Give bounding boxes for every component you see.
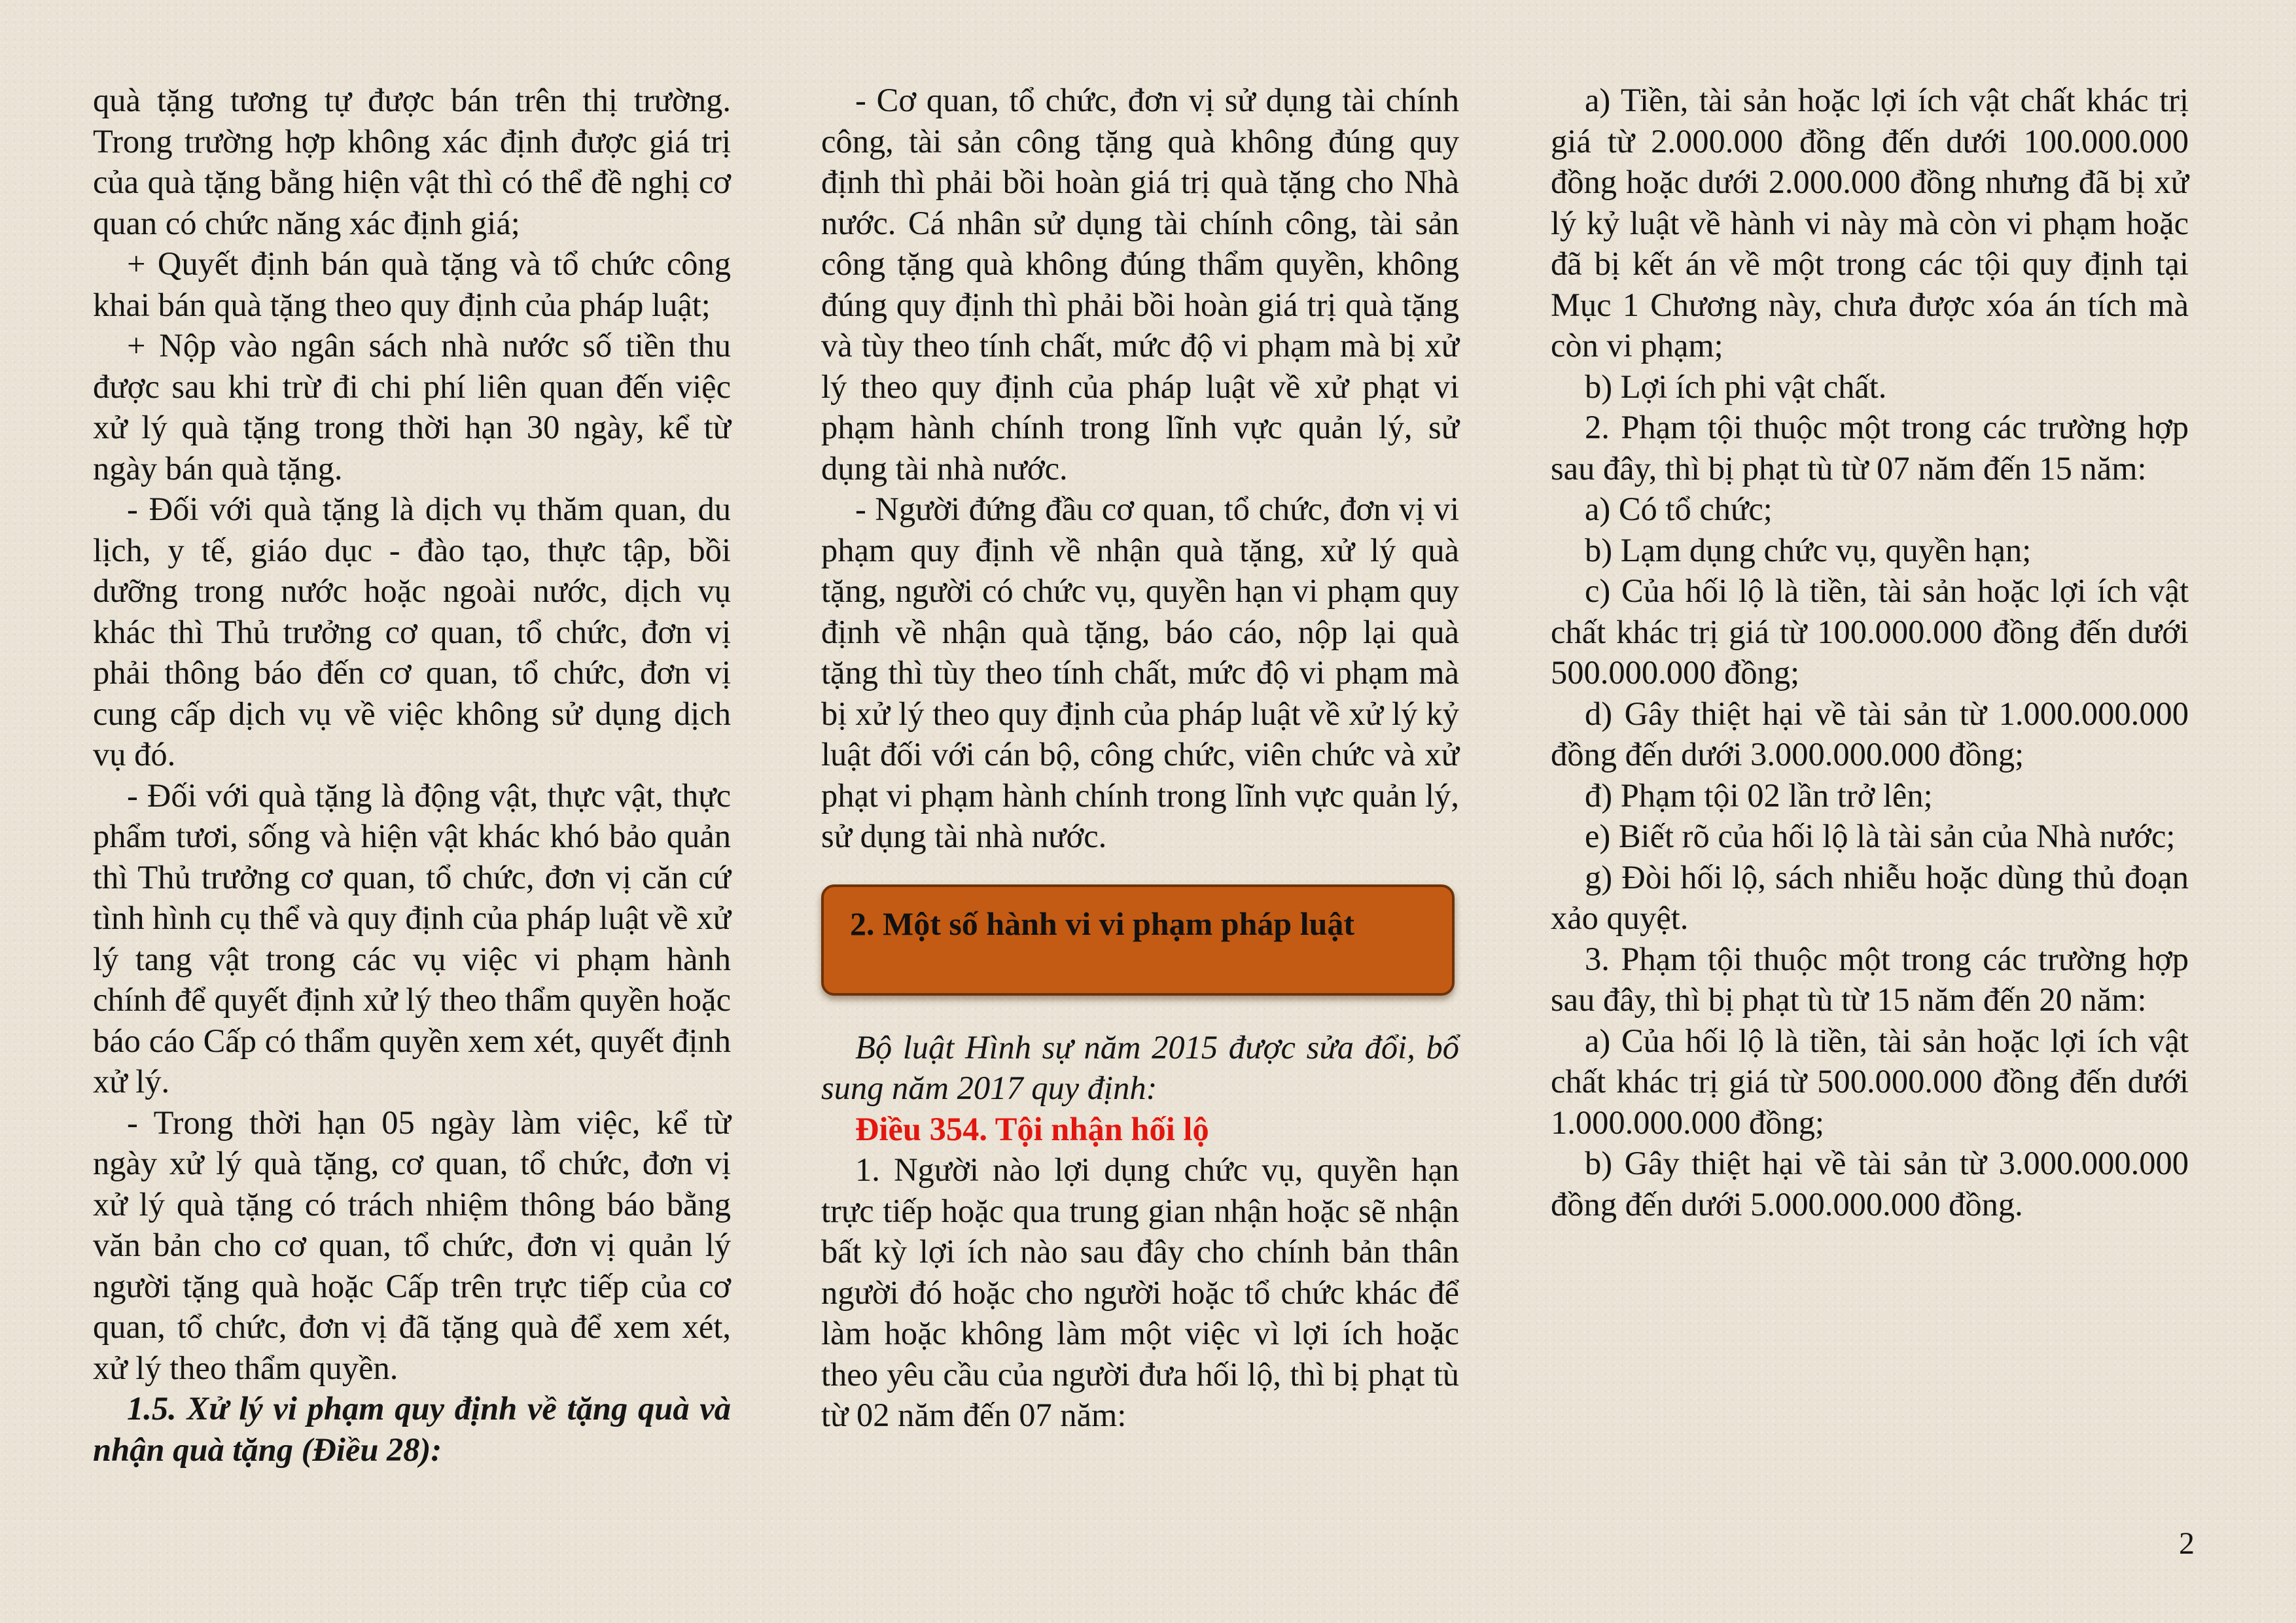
clause: g) Đòi hối lộ, sách nhiễu hoặc dùng thủ đoạn xảo quyệt. xyxy=(1551,858,2189,936)
column-middle xyxy=(821,80,1459,1436)
paragraph: 1. Người nào lợi dụng chức vụ, quyền hạn trực tiếp hoặc qua trung gian nhận hoặc sẽ nhận bất kỳ lợi ích nào sau đây cho chính bản thân người đó hoặc cho người hoặc tổ chức khác để làm hoặc không làm một việc vì lợi ích hoặc theo yêu cầu của người đưa hối lộ, thì bị phạt tù từ 02 năm đến 07 năm: xyxy=(821,1151,1459,1433)
clause: 2. Phạm tội thuộc một trong các trường hợp sau đây, thì bị phạt tù từ 07 năm đến 15 năm: xyxy=(1551,409,2189,487)
clause: c) Của hối lộ là tiền, tài sản hoặc lợi ích vật chất khác trị giá từ 100.000.000 đồng đến dưới 500.000.000 đồng; xyxy=(1551,572,2189,691)
clause: đ) Phạm tội 02 lần trở lên; xyxy=(1585,777,1933,814)
clause: a) Tiền, tài sản hoặc lợi ích vật chất khác trị giá từ 2.000.000 đồng đến dưới 100.000.000 đồng hoặc dưới 2.000.000 đồng nhưng đã bị xử lý kỷ luật về hành vi này mà còn vi phạm hoặc đã bị kết án về một trong các tội quy định tại Mục 1 Chương này, chưa được xóa án tích mà còn vi phạm; xyxy=(1551,82,2189,364)
clause: d) Gây thiệt hại về tài sản từ 1.000.000.000 đồng đến dưới 3.000.000.000 đồng; xyxy=(1551,695,2189,773)
paragraph: - Cơ quan, tổ chức, đơn vị sử dụng tài chính công, tài sản công tặng quà không đúng quy định thì phải bồi hoàn giá trị quà tặng cho Nhà nước. Cá nhân sử dụng tài chính công, tài sản công tặng quà không đúng thẩm quyền, không đúng quy định thì phải bồi hoàn giá trị quà tặng và tùy theo tính chất, mức độ vi phạm mà bị xử lý theo quy định của pháp luật về xử phạt vi phạm hành chính trong lĩnh vực quản lý, sử dụng tài nhà nước. xyxy=(821,82,1459,487)
column-left xyxy=(93,80,731,1470)
paragraph: + Quyết định bán quà tặng và tổ chức công khai bán quà tặng theo quy định của pháp luật; xyxy=(93,245,731,323)
clause: a) Của hối lộ là tiền, tài sản hoặc lợi ích vật chất khác trị giá từ 500.000.000 đồng đến dưới 1.000.000.000 đồng; xyxy=(1551,1022,2189,1141)
paragraph: - Đối với quà tặng là dịch vụ thăm quan, du lịch, y tế, giáo dục - đào tạo, thực tập, bồi dưỡng trong nước hoặc ngoài nước, dịch vụ khác thì Thủ trưởng cơ quan, tổ chức, đơn vị phải thông báo đến cơ quan, tổ chức, đơn vị cung cấp dịch vụ về việc không sử dụng dịch vụ đó. xyxy=(93,491,731,773)
article-title: Điều 354. Tội nhận hối lộ xyxy=(855,1110,1209,1147)
page-number: 2 xyxy=(2179,1526,2195,1561)
clause: a) Có tổ chức; xyxy=(1585,491,1773,527)
clause: b) Lợi ích phi vật chất. xyxy=(1585,368,1887,405)
subheading-1-5: 1.5. Xử lý vi phạm quy định về tặng quà và nhận quà tặng (Điều 28): xyxy=(93,1390,731,1468)
clause: 3. Phạm tội thuộc một trong các trường hợp sau đây, thì bị phạt tù từ 15 năm đến 20 năm: xyxy=(1551,940,2189,1018)
paragraph: - Trong thời hạn 05 ngày làm việc, kể từ ngày xử lý quà tặng, cơ quan, tổ chức, đơn vị xử lý quà tặng có trách nhiệm thông báo bằng văn bản cho cơ quan, tổ chức, đơn vị quản lý người tặng quà hoặc Cấp trên trực tiếp của cơ quan, tổ chức, đơn vị đã tặng quà để xem xét, xử lý theo thẩm quyền. xyxy=(93,1104,731,1386)
paragraph: - Người đứng đầu cơ quan, tổ chức, đơn vị vi phạm quy định về nhận quà tặng, xử lý quà tặng, người có chức vụ, quyền hạn vi phạm quy định về nhận quà tặng, báo cáo, nộp lại quà tặng thì tùy theo tính chất, mức độ vi phạm mà bị xử lý theo quy định của pháp luật về xử lý kỷ luật đối với cán bộ, công chức, viên chức và xử phạt vi phạm hành chính trong lĩnh vực quản lý, sử dụng tài nhà nước. xyxy=(821,491,1459,854)
section-title: 2. Một số hành vi vi phạm pháp luật xyxy=(850,905,1355,942)
column-right xyxy=(1551,80,2189,1225)
clause: b) Gây thiệt hại về tài sản từ 3.000.000.000 đồng đến dưới 5.000.000.000 đồng. xyxy=(1551,1145,2189,1223)
paragraph: quà tặng tương tự được bán trên thị trường. Trong trường hợp không xác định được giá trị của quà tặng bằng hiện vật thì có thể đề nghị cơ quan có chức năng xác định giá; xyxy=(93,82,731,241)
paragraph: + Nộp vào ngân sách nhà nước số tiền thu được sau khi trừ đi chi phí liên quan đến việc xử lý quà tặng trong thời hạn 30 ngày, kể từ ngày bán quà tặng. xyxy=(93,327,731,487)
legal-intro: Bộ luật Hình sự năm 2015 được sửa đổi, bổ sung năm 2017 quy định: xyxy=(821,1028,1459,1106)
clause: e) Biết rõ của hối lộ là tài sản của Nhà nước; xyxy=(1585,818,2176,854)
clause: b) Lạm dụng chức vụ, quyền hạn; xyxy=(1585,531,2032,568)
paragraph: - Đối với quà tặng là động vật, thực vật, thực phẩm tươi, sống và hiện vật khác khó bảo quản thì Thủ trưởng cơ quan, tổ chức, đơn vị căn cứ tình hình cụ thể và quy định của pháp luật về xử lý tang vật trong các vụ việc vi phạm hành chính để quyết định xử lý theo thẩm quyền hoặc báo cáo Cấp có thẩm quyền xem xét, quyết định xử lý. xyxy=(93,777,731,1100)
section-heading-box xyxy=(821,884,1455,996)
